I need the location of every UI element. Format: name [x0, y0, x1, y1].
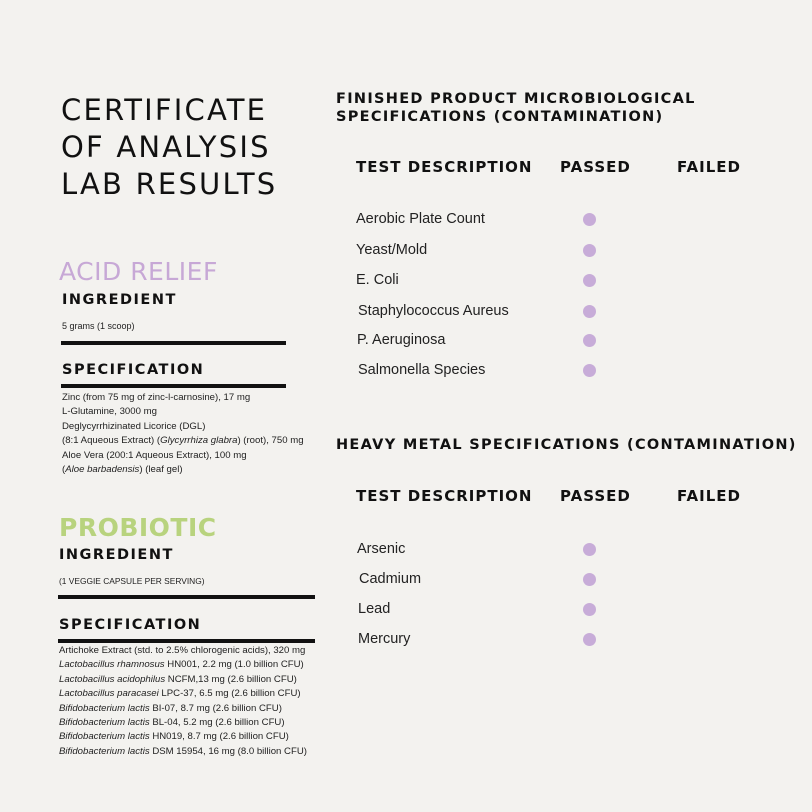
spec-line: (8:1 Aqueous Extract) (Glycyrrhiza glabra) (root), 750 mg — [62, 435, 304, 447]
title-line-2: OF ANALYSIS — [61, 130, 271, 164]
probiotic-ingredient-label: INGREDIENT — [59, 547, 174, 563]
probiotic-product-name: PROBIOTIC — [59, 513, 217, 542]
acid-relief-ingredient-text: 5 grams (1 scoop) — [62, 321, 135, 331]
micro-col-test-description: TEST DESCRIPTION — [356, 158, 533, 176]
metals-section-heading: HEAVY METAL SPECIFICATIONS (CONTAMINATION) — [336, 437, 797, 453]
spec-line: Lactobacillus acidophilus NCFM,13 mg (2.6 billion CFU) — [59, 673, 297, 685]
passed-indicator-dot — [583, 244, 596, 257]
passed-indicator-dot — [583, 633, 596, 646]
document-title — [61, 92, 321, 203]
spec-line: Aloe Vera (200:1 Aqueous Extract), 100 mg — [62, 449, 247, 461]
spec-line: Deglycyrrhizinated Licorice (DGL) — [62, 420, 206, 432]
result-row-label: E. Coli — [356, 272, 399, 288]
micro-col-failed: FAILED — [677, 158, 741, 176]
metals-col-failed: FAILED — [677, 487, 741, 505]
spec-line: Artichoke Extract (std. to 2.5% chlorogenic acids), 320 mg — [59, 645, 306, 656]
passed-indicator-dot — [583, 543, 596, 556]
spec-line: Bifidobacterium lactis DSM 15954, 16 mg (8.0 billion CFU) — [59, 745, 307, 757]
acid-relief-specification-label: SPECIFICATION — [62, 362, 205, 378]
spec-line: Bifidobacterium lactis BL-04, 5.2 mg (2.6 billion CFU) — [59, 717, 285, 729]
metals-col-test-description: TEST DESCRIPTION — [356, 487, 533, 505]
title-line-3: LAB RESULTS — [61, 167, 278, 201]
micro-col-passed: PASSED — [560, 158, 631, 176]
metals-col-passed: PASSED — [560, 487, 631, 505]
spec-line: Bifidobacterium lactis BI-07, 8.7 mg (2.6 billion CFU) — [59, 702, 282, 714]
result-row-label: Mercury — [358, 631, 411, 647]
passed-indicator-dot — [583, 213, 596, 226]
acid-relief-ingredient-label: INGREDIENT — [62, 292, 177, 308]
result-row-label: Arsenic — [357, 541, 406, 557]
spec-line: L-Glutamine, 3000 mg — [62, 406, 157, 418]
result-row-label: Cadmium — [359, 571, 422, 587]
acid-relief-specification-list — [62, 391, 304, 477]
passed-indicator-dot — [583, 274, 596, 287]
title-line-1: CERTIFICATE — [61, 93, 268, 127]
passed-indicator-dot — [583, 573, 596, 586]
result-row-label: Staphylococcus Aureus — [358, 303, 509, 319]
acid-relief-ingredient-divider — [61, 341, 286, 345]
result-row-label: Lead — [358, 601, 391, 617]
micro-section-heading — [336, 90, 696, 126]
passed-indicator-dot — [583, 364, 596, 377]
micro-heading-line-2: SPECIFICATIONS (CONTAMINATION) — [336, 109, 664, 125]
spec-line: Zinc (from 75 mg of zinc-l-carnosine), 17 mg — [62, 392, 251, 403]
spec-line: Lactobacillus paracasei LPC-37, 6.5 mg (2.6 billion CFU) — [59, 688, 301, 700]
spec-line: (Aloe barbadensis) (leaf gel) — [62, 464, 183, 476]
probiotic-specification-label: SPECIFICATION — [59, 617, 202, 633]
result-row-label: P. Aeruginosa — [357, 332, 446, 348]
passed-indicator-dot — [583, 305, 596, 318]
acid-relief-specification-divider — [61, 384, 286, 388]
probiotic-specification-divider — [58, 639, 315, 643]
micro-heading-line-1: FINISHED PRODUCT MICROBIOLOGICAL — [336, 91, 696, 107]
probiotic-ingredient-text: (1 VEGGIE CAPSULE PER SERVING) — [59, 576, 205, 586]
result-row-label: Yeast/Mold — [356, 242, 428, 258]
passed-indicator-dot — [583, 334, 596, 347]
acid-relief-product-name: ACID RELIEF — [59, 257, 218, 286]
passed-indicator-dot — [583, 603, 596, 616]
spec-line: Bifidobacterium lactis HN019, 8.7 mg (2.6 billion CFU) — [59, 731, 289, 743]
probiotic-ingredient-divider — [58, 595, 315, 599]
result-row-label: Aerobic Plate Count — [356, 211, 485, 227]
result-row-label: Salmonella Species — [358, 362, 486, 378]
probiotic-specification-list — [59, 644, 307, 759]
spec-line: Lactobacillus rhamnosus HN001, 2.2 mg (1.0 billion CFU) — [59, 659, 304, 671]
